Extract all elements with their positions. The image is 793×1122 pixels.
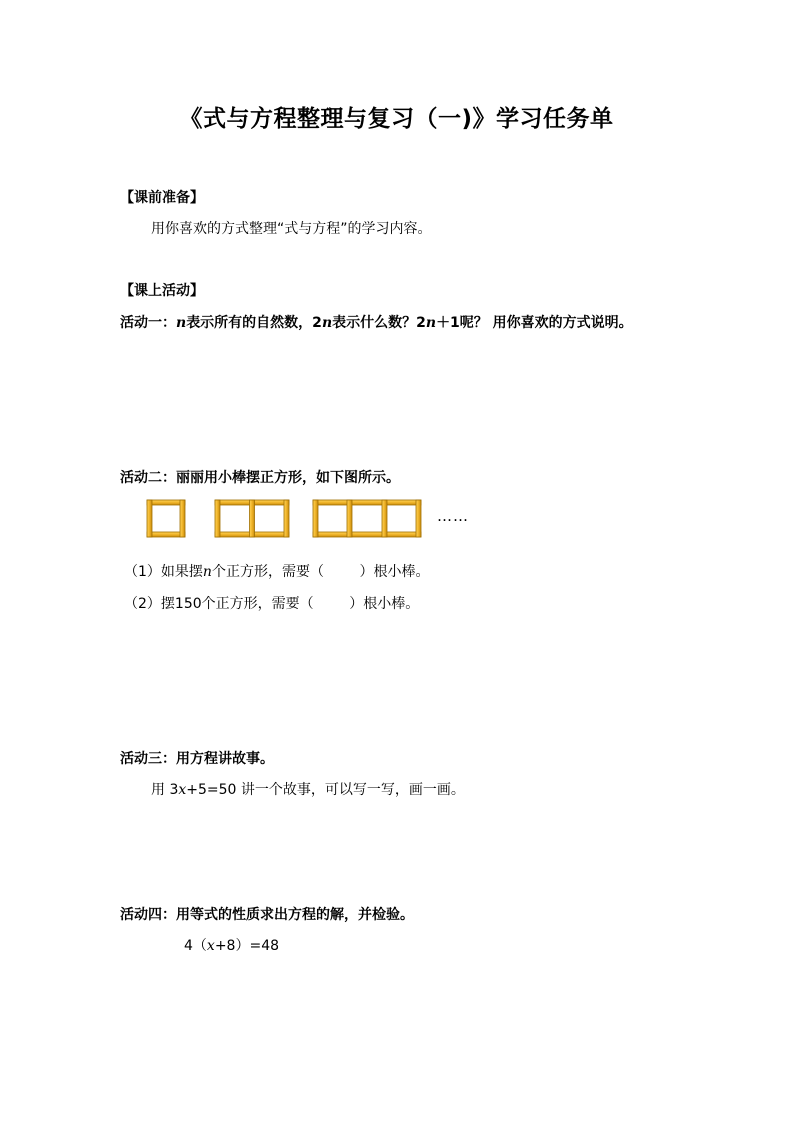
q1-text-a: （1）如果摆 (124, 564, 203, 580)
stick (416, 500, 421, 537)
stick (284, 500, 289, 537)
activity3-label: 活动三： (120, 751, 176, 767)
stick (313, 532, 421, 537)
stick (313, 500, 421, 505)
stick (347, 500, 352, 537)
activity2-line (120, 467, 400, 487)
stick (147, 500, 152, 537)
prep-heading: 【课前准备】 (120, 190, 204, 206)
activity1-line (120, 312, 633, 332)
stick (180, 500, 185, 537)
square-group-1 (147, 500, 185, 537)
square-group-2 (215, 500, 289, 537)
class-activity-heading: 【课上活动】 (120, 283, 204, 299)
stick (250, 500, 255, 537)
activity2-question-2: （2）摆150个正方形，需要（ ）根小棒。 (124, 596, 420, 612)
equation-a: 4（ (184, 938, 207, 954)
equation-b: +8）=48 (214, 938, 280, 954)
activity4-line (120, 904, 414, 924)
page-title: 《式与方程整理与复习（一)》学习任务单 (179, 106, 614, 132)
activity1-var-n: n (176, 315, 187, 331)
q1-var-n: n (202, 564, 212, 580)
stick (215, 500, 220, 537)
q1-text-b: 个正方形，需要（ ）根小棒。 (211, 564, 430, 580)
activity3-body-b: +5=50 讲一个故事，可以写一写，画一画。 (186, 782, 465, 798)
activity4-equation (184, 935, 279, 955)
activity4-text: 用等式的性质求出方程的解，并检验。 (176, 907, 414, 923)
activity3-line (120, 748, 274, 768)
activity1-text-c: ＋1呢？ 用你喜欢的方式说明。 (436, 315, 633, 331)
activity1-text-a: 表示所有的自然数，2 (186, 315, 322, 331)
matchstick-squares-figure (145, 498, 430, 540)
activity3-var-x: x (178, 782, 187, 798)
stick (147, 500, 185, 505)
activity3-body (151, 779, 465, 799)
activity2-text: 丽丽用小棒摆正方形，如下图所示。 (176, 470, 400, 486)
stick (382, 500, 387, 537)
activity1-label: 活动一： (120, 315, 176, 331)
activity2-question-1 (124, 561, 430, 581)
equation-var-x: x (206, 938, 215, 954)
prep-text: 用你喜欢的方式整理“式与方程”的学习内容。 (151, 221, 432, 237)
activity2-label: 活动二： (120, 470, 176, 486)
activity1-text-b: 表示什么数？2 (332, 315, 426, 331)
activity3-body-a: 用 3 (151, 782, 179, 798)
activity4-label: 活动四： (120, 907, 176, 923)
activity3-text: 用方程讲故事。 (176, 751, 274, 767)
continuation-dots: …… (437, 507, 469, 525)
square-group-3 (313, 500, 421, 537)
activity1-var-n2: n (321, 315, 333, 331)
stick (147, 532, 185, 537)
activity1-var-n3: n (425, 315, 437, 331)
stick (313, 500, 318, 537)
